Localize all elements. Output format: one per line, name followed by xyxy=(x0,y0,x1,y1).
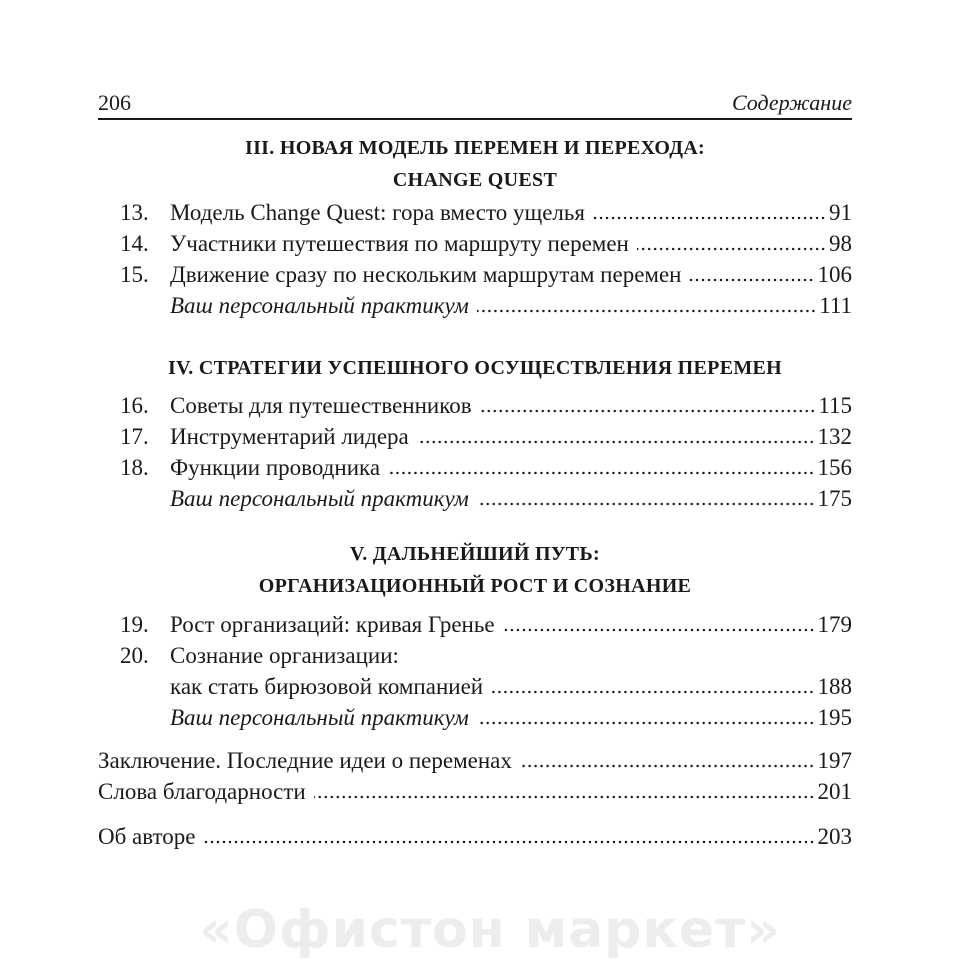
page-ref: 179 xyxy=(817,612,852,637)
page-ref: 175 xyxy=(817,486,852,511)
watermark: «Офистон маркет» xyxy=(199,900,781,960)
toc-entry[interactable] xyxy=(98,610,852,640)
chapter-title: Ваш персональный практикум xyxy=(170,293,469,318)
chapter-number: 20. xyxy=(120,643,149,668)
dot-leader xyxy=(417,439,815,445)
page-ref: 195 xyxy=(817,705,852,730)
dot-leader xyxy=(593,215,826,221)
dot-leader xyxy=(491,689,814,695)
chapter-title: Слова благодарности xyxy=(98,779,306,804)
section-heading-v xyxy=(98,540,852,600)
dot-leader xyxy=(503,627,815,633)
dot-leader xyxy=(480,408,816,414)
page-ref: 201 xyxy=(817,779,852,804)
chapter-title: Функции проводника xyxy=(170,455,381,480)
toc-entry[interactable] xyxy=(98,641,852,671)
toc-entry[interactable] xyxy=(98,391,852,421)
dot-leader xyxy=(637,246,826,252)
section-heading-line: IV. СТРАТЕГИИ УСПЕШНОГО ОСУЩЕСТВЛЕНИЯ ПЕРЕМЕН xyxy=(167,357,783,379)
dot-leader xyxy=(477,308,816,314)
toc-entry-practicum[interactable] xyxy=(98,703,852,733)
dot-leader xyxy=(689,277,814,283)
toc-entry[interactable] xyxy=(98,260,852,290)
page-ref: 115 xyxy=(818,393,852,418)
toc-entry-conclusion[interactable] xyxy=(98,746,852,776)
page-ref: 106 xyxy=(817,262,852,287)
chapter-title: Участники путешествия по маршруту перемен xyxy=(170,231,629,256)
toc-entry[interactable] xyxy=(98,229,852,259)
chapter-number: 19. xyxy=(120,612,149,637)
section-heading-line: III. НОВАЯ МОДЕЛЬ ПЕРЕМЕН И ПЕРЕХОДА: xyxy=(244,137,705,159)
toc-entry-practicum[interactable] xyxy=(98,291,852,321)
dot-leader xyxy=(477,501,815,507)
chapter-number: 17. xyxy=(120,424,149,449)
toc-entry[interactable] xyxy=(98,422,852,452)
toc-entry[interactable] xyxy=(98,198,852,228)
page-ref: 91 xyxy=(829,200,852,225)
chapter-title: Рост организаций: кривая Гренье xyxy=(170,612,495,637)
toc-entry-acknowledgements[interactable] xyxy=(98,777,852,807)
dot-leader xyxy=(314,794,815,800)
chapter-title: Сознание организации: xyxy=(170,643,399,668)
section-heading-line: V. ДАЛЬНЕЙШИЙ ПУТЬ: xyxy=(350,543,600,565)
toc-entry[interactable] xyxy=(98,453,852,483)
running-title: Содержание xyxy=(731,90,852,115)
chapter-title: как стать бирюзовой компанией xyxy=(170,674,484,699)
chapter-title: Ваш персональный практикум xyxy=(170,705,469,730)
page-ref: 111 xyxy=(819,293,852,318)
page-ref: 188 xyxy=(817,674,852,699)
page-ref: 197 xyxy=(817,748,852,773)
section-heading-line: CHANGE QUEST xyxy=(392,169,558,191)
chapter-number: 16. xyxy=(120,393,149,418)
section-heading-iv xyxy=(98,354,852,382)
dot-leader xyxy=(204,839,815,845)
section-heading-iii xyxy=(98,134,852,194)
chapter-number: 15. xyxy=(120,262,149,287)
page-ref: 203 xyxy=(817,824,852,849)
chapter-title: Модель Change Quest: гора вместо ущелья xyxy=(170,200,585,225)
dot-leader xyxy=(520,763,815,769)
chapter-number: 18. xyxy=(120,455,149,480)
chapter-title: Об авторе xyxy=(98,824,196,849)
toc-entry-about-author[interactable] xyxy=(98,822,852,852)
chapter-title: Движение сразу по нескольким маршрутам перемен xyxy=(170,262,682,287)
dot-leader xyxy=(477,720,815,726)
dot-leader xyxy=(388,470,814,476)
page-number: 206 xyxy=(98,90,131,115)
chapter-number: 14. xyxy=(120,231,149,256)
page-ref: 132 xyxy=(817,424,852,449)
toc-entry-practicum[interactable] xyxy=(98,484,852,514)
section-heading-line: ОРГАНИЗАЦИОННЫЙ РОСТ И СОЗНАНИЕ xyxy=(258,575,692,597)
chapter-title: Ваш персональный практикум xyxy=(170,486,469,511)
page-ref: 156 xyxy=(817,455,852,480)
toc-entry-continued[interactable] xyxy=(98,672,852,702)
chapter-title: Инструментарий лидера xyxy=(170,424,409,449)
chapter-number: 13. xyxy=(120,200,149,225)
running-header xyxy=(98,88,852,120)
page-ref: 98 xyxy=(829,231,852,256)
chapter-title: Заключение. Последние идеи о переменах xyxy=(98,748,512,773)
chapter-title: Советы для путешественников xyxy=(170,393,472,418)
